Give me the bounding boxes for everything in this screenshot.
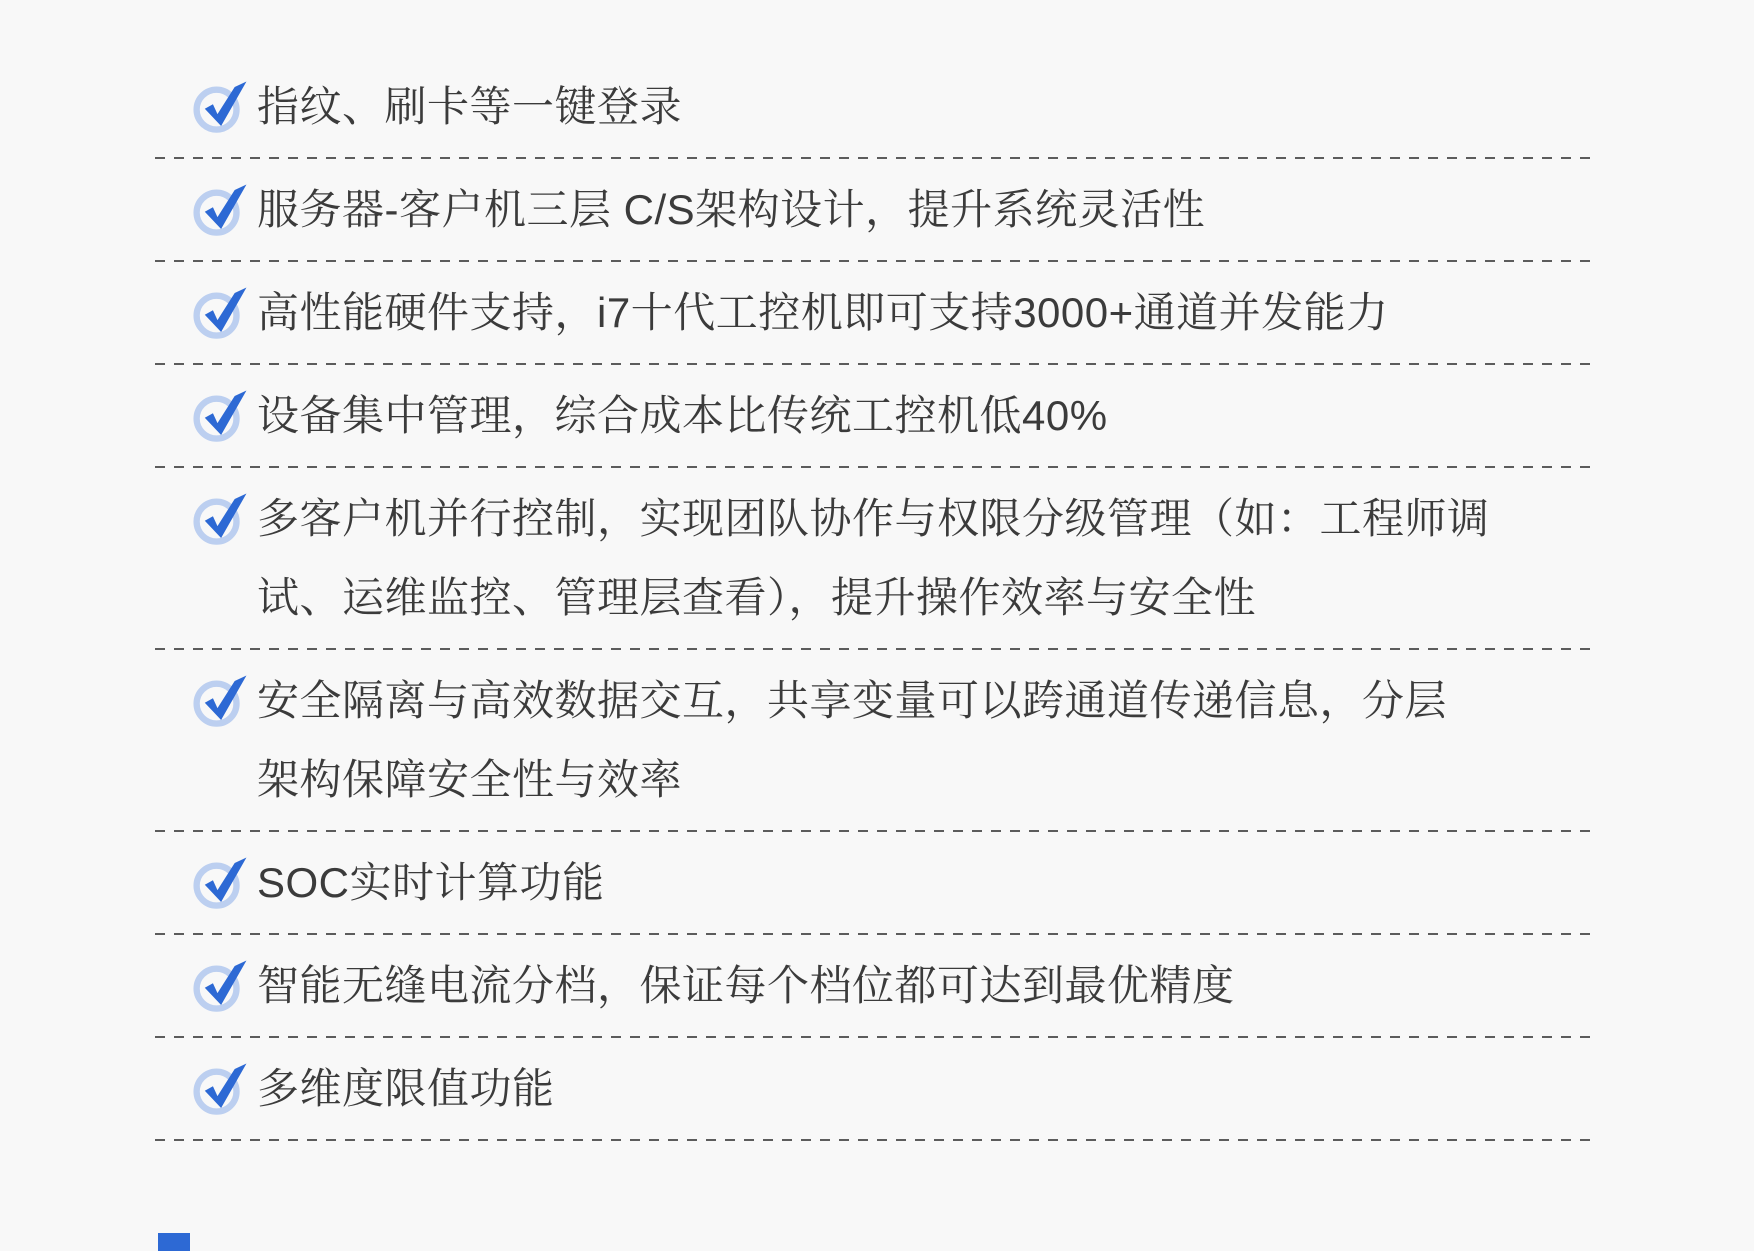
feature-line: SOC实时计算功能 bbox=[257, 859, 605, 906]
feature-row bbox=[155, 650, 1590, 830]
feature-row bbox=[155, 468, 1590, 648]
feature-list-item bbox=[155, 56, 1590, 159]
check-circle-icon bbox=[193, 489, 251, 547]
feature-line: 设备集中管理，综合成本比传统工控机低40% bbox=[257, 392, 1108, 439]
feature-row bbox=[155, 159, 1590, 260]
feature-line: 服务器-客户机三层 C/S架构设计，提升系统灵活性 bbox=[257, 186, 1206, 233]
feature-line: 安全隔离与高效数据交互，共享变量可以跨通道传递信息，分层 bbox=[257, 677, 1448, 724]
feature-list-item bbox=[155, 935, 1590, 1038]
check-circle-icon bbox=[193, 180, 251, 238]
feature-row bbox=[155, 1038, 1590, 1139]
feature-list-item bbox=[155, 1038, 1590, 1141]
feature-list-item bbox=[155, 650, 1590, 832]
feature-line: 架构保障安全性与效率 bbox=[257, 756, 683, 803]
feature-list-item bbox=[155, 262, 1590, 365]
feature-line: 高性能硬件支持，i7十代工控机即可支持3000+通道并发能力 bbox=[257, 289, 1389, 336]
feature-row bbox=[155, 365, 1590, 466]
check-circle-icon bbox=[193, 77, 251, 135]
feature-line: 指纹、刷卡等一键登录 bbox=[257, 83, 683, 130]
feature-list-item bbox=[155, 468, 1590, 650]
feature-line: 多维度限值功能 bbox=[257, 1065, 555, 1112]
feature-text bbox=[257, 661, 1447, 819]
feature-text bbox=[257, 1049, 555, 1128]
feature-row bbox=[155, 56, 1590, 157]
feature-text bbox=[257, 479, 1490, 637]
feature-text bbox=[257, 67, 682, 146]
feature-text bbox=[257, 273, 1389, 352]
check-circle-icon bbox=[193, 1059, 251, 1117]
feature-list-item bbox=[155, 365, 1590, 468]
feature-row bbox=[155, 262, 1590, 363]
feature-line: 试、运维监控、管理层查看），提升操作效率与安全性 bbox=[257, 574, 1257, 621]
feature-list-item bbox=[155, 159, 1590, 262]
check-circle-icon bbox=[193, 386, 251, 444]
feature-text bbox=[257, 376, 1108, 455]
check-circle-icon bbox=[193, 283, 251, 341]
feature-row bbox=[155, 832, 1590, 933]
feature-text bbox=[257, 843, 605, 922]
feature-list-item bbox=[155, 832, 1590, 935]
feature-line: 智能无缝电流分档，保证每个档位都可达到最优精度 bbox=[257, 962, 1235, 1009]
feature-text bbox=[257, 170, 1205, 249]
check-circle-icon bbox=[193, 853, 251, 911]
partial-blue-element bbox=[158, 1233, 190, 1251]
feature-list bbox=[155, 0, 1590, 1141]
feature-line: 多客户机并行控制，实现团队协作与权限分级管理（如：工程师调 bbox=[257, 495, 1490, 542]
dashed-divider bbox=[155, 1139, 1590, 1141]
check-circle-icon bbox=[193, 671, 251, 729]
feature-text bbox=[257, 946, 1235, 1025]
feature-row bbox=[155, 935, 1590, 1036]
check-circle-icon bbox=[193, 956, 251, 1014]
